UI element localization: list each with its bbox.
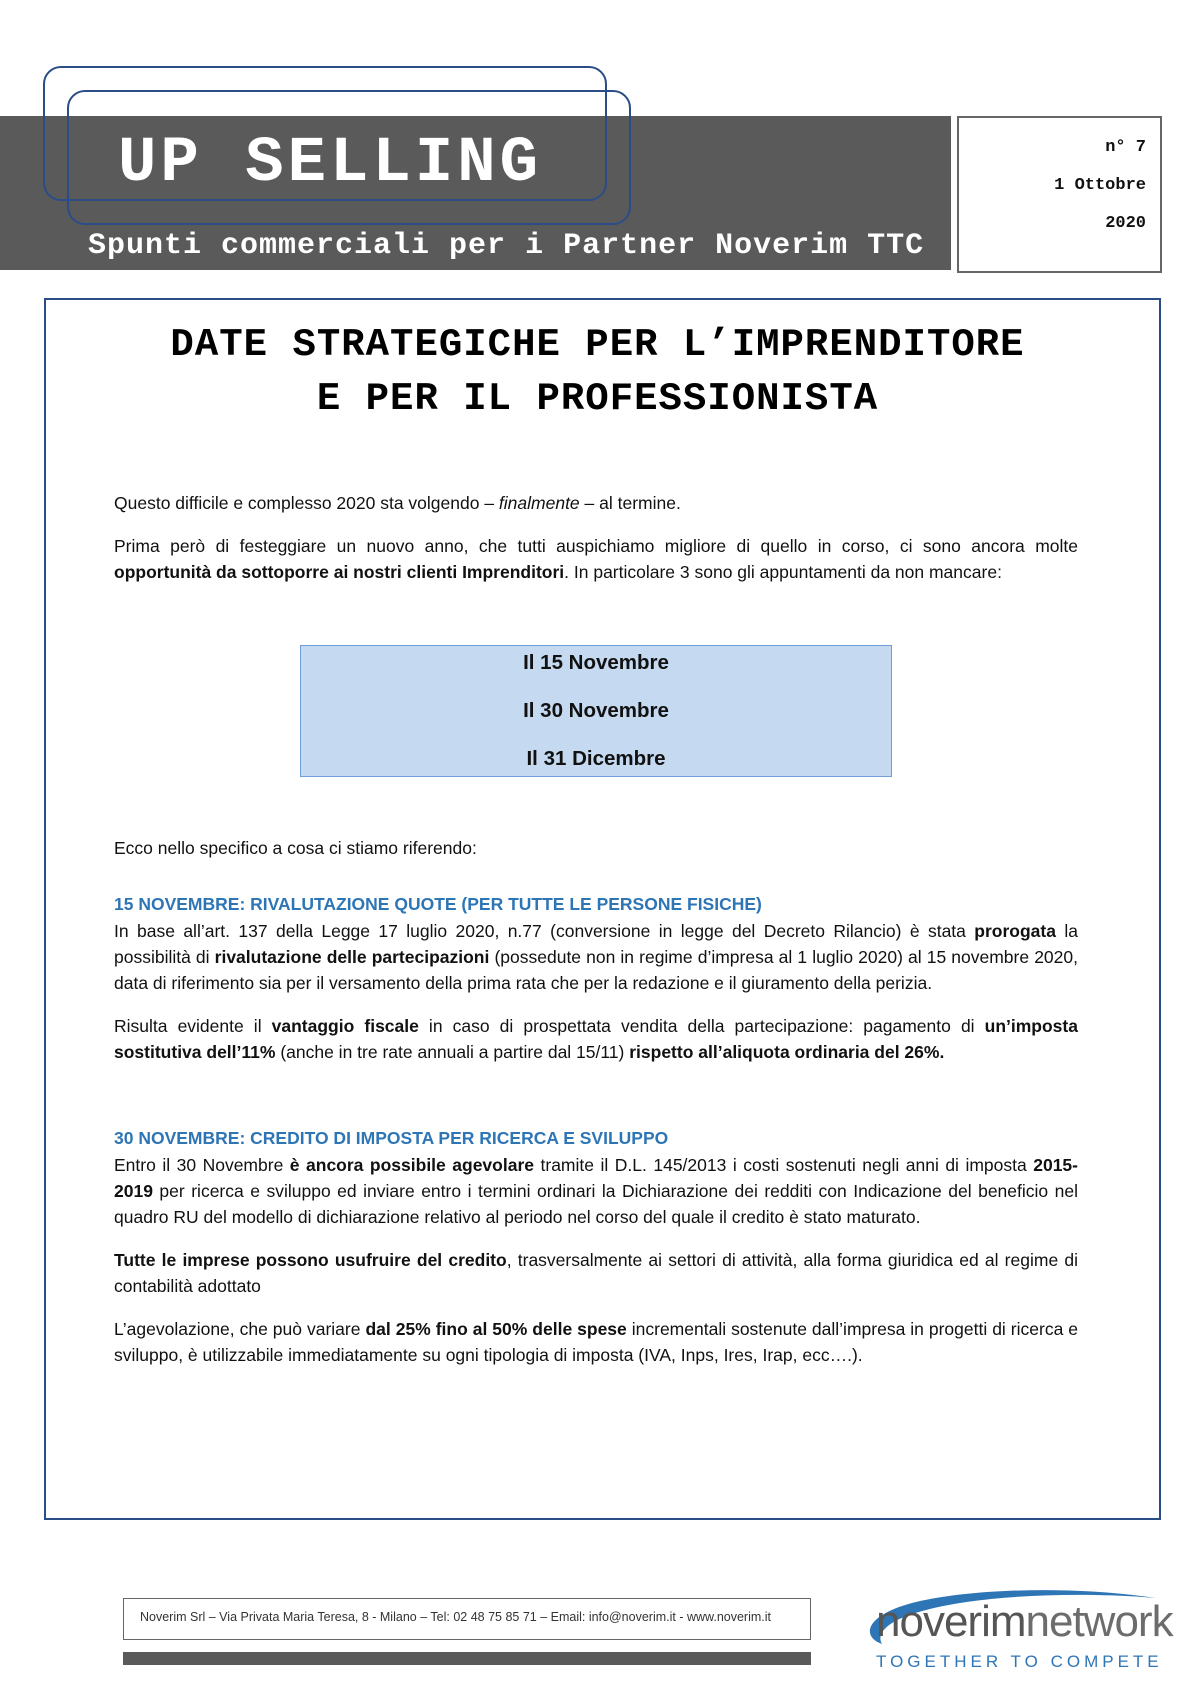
newsletter-title: UP SELLING: [118, 128, 543, 200]
section2-paragraph-2: Tutte le imprese possono usufruire del credito, trasversalmente ai settori di attività, alla forma giuridica ed al regime di contabilità adottato: [114, 1250, 1078, 1296]
section2-paragraph-1: Entro il 30 Novembre è ancora possibile agevolare tramite il D.L. 145/2013 i costi sostenuti negli anni di imposta 2015-2019 per ricerca e sviluppo ed inviare entro i termini ordinari la Dichiarazione dei redditi con Indicazione del beneficio nel quadro RU del modello di dichiarazione relativo al periodo nel corso del quale il credito è stato maturato.: [114, 1155, 1078, 1227]
key-date-1: Il 15 Novembre: [523, 651, 669, 674]
lead-in-paragraph: Ecco nello specifico a cosa ci stiamo riferendo:: [114, 838, 477, 858]
key-date-3: Il 31 Dicembre: [526, 747, 666, 770]
section2-paragraph-3: L’agevolazione, che può variare dal 25% fino al 50% delle spese incrementali sostenute dall’impresa in progetti di ricerca e sviluppo, è utilizzabile immediatamente su ogni tipologia di imposta (IVA, Inps, Ires, Irap, ecc….).: [114, 1319, 1079, 1365]
article-title-line-2: E PER IL PROFESSIONISTA: [316, 377, 879, 421]
section-heading-15-novembre: 15 NOVEMBRE: RIVALUTAZIONE QUOTE (PER TUTTE LE PERSONE FISICHE): [114, 894, 762, 914]
issue-date: 1 Ottobre: [1054, 176, 1146, 195]
logo-tagline: TOGETHER TO COMPETE: [876, 1652, 1163, 1671]
article-title: [44, 318, 1151, 426]
key-date-2: Il 30 Novembre: [523, 699, 669, 722]
issue-info-box: [957, 116, 1162, 273]
issue-number: n° 7: [1105, 138, 1146, 157]
noverim-network-logo: [846, 1584, 1173, 1680]
intro-paragraph-2: Prima però di festeggiare un nuovo anno, che tutti auspichiamo migliore di quello in corso, ci sono ancora molte opportunità da sottoporre ai nostri clienti Imprenditori. In particolare 3 sono gli appuntamenti da non mancare:: [114, 536, 1078, 582]
section1-paragraph-2: Risulta evidente il vantaggio fiscale in caso di prospettata vendita della partecipazione: pagamento di un’imposta sostitutiva dell’11% (anche in tre rate annuali a partire dal 15/11) rispetto all’aliquota ordinaria del 26%.: [114, 1016, 1078, 1062]
footer-contact-text: Noverim Srl – Via Privata Maria Teresa, 8 - Milano – Tel: 02 48 75 85 71 – Email: info@noverim.it - www.noverim.it: [140, 1610, 772, 1624]
intro-paragraph-1: Questo difficile e complesso 2020 sta volgendo – finalmente – al termine.: [114, 493, 681, 513]
key-dates-box: [300, 645, 892, 777]
section-heading-30-novembre: 30 NOVEMBRE: CREDITO DI IMPOSTA PER RICERCA E SVILUPPO: [114, 1128, 669, 1148]
footer-bar: [123, 1652, 811, 1665]
article-title-line-1: DATE STRATEGICHE PER L’IMPRENDITORE: [170, 323, 1025, 367]
footer-contact-box: [123, 1598, 811, 1640]
logo-wordmark: noverimnetwork: [876, 1597, 1173, 1646]
section1-paragraph-1: In base all’art. 137 della Legge 17 luglio 2020, n.77 (conversione in legge del Decreto Rilancio) è stata prorogata la possibilità di rivalutazione delle partecipazioni (possedute non in regime d’impresa al 1 luglio 2020) al 15 novembre 2020, data di riferimento sia per il versamento della prima rata che per la redazione e il giuramento della perizia.: [114, 921, 1078, 993]
issue-year: 2020: [1105, 214, 1146, 233]
newsletter-subtitle: Spunti commerciali per i Partner Noverim TTC: [88, 229, 925, 263]
